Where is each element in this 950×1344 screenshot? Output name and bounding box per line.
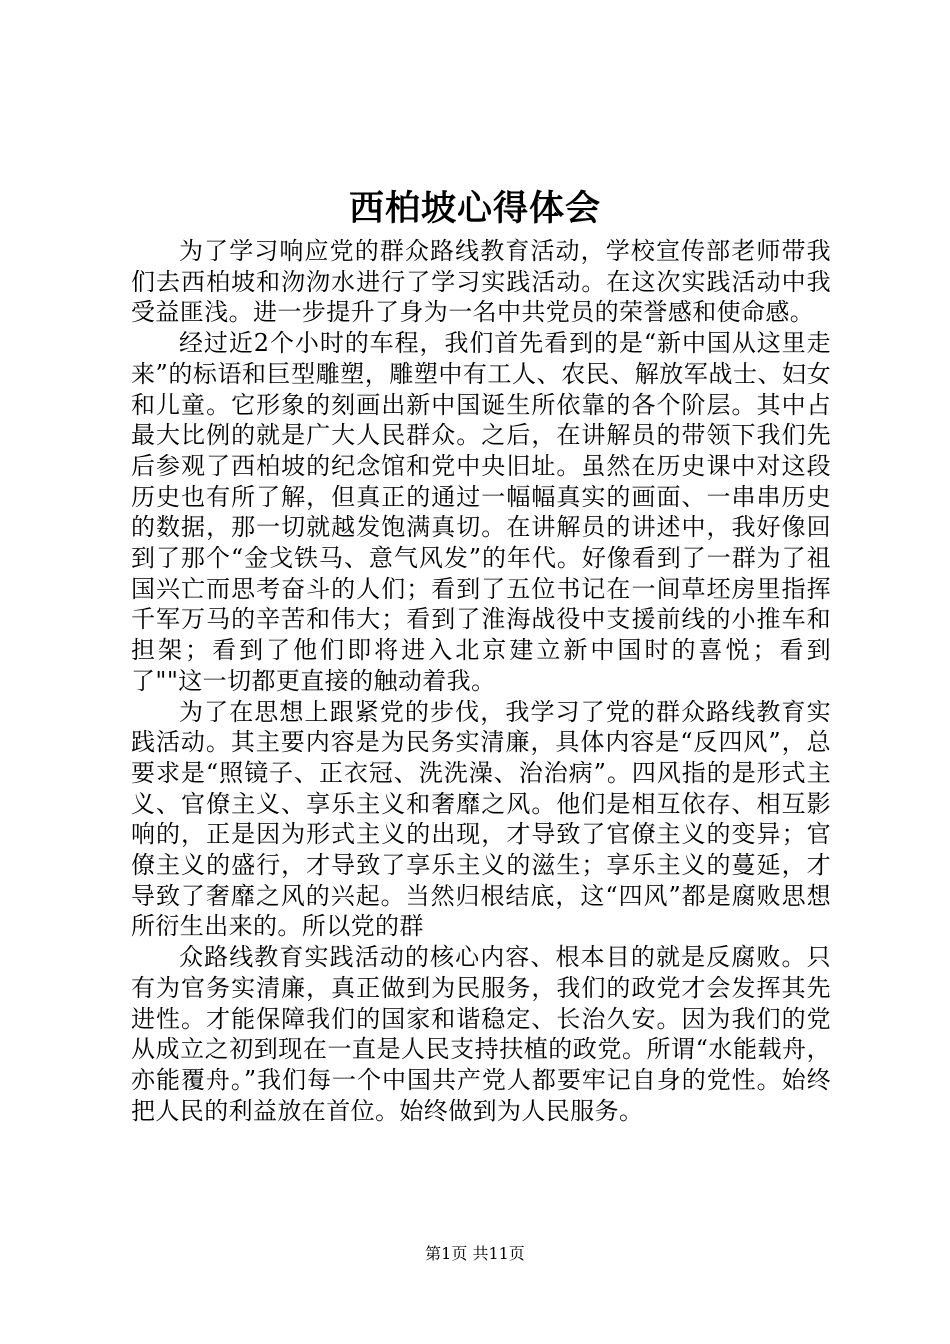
page-number-footer: 第1页 共11页	[425, 1244, 525, 1263]
page-title: 西柏坡心得体会	[348, 188, 601, 229]
paragraph: 为了在思想上跟紧党的步伐，我学习了党的群众路线教育实践活动。其主要内容是为民务实清廉，具体内容是“反四风”，总要求是“照镜子、正衣冠、洗洗澡、治治病”。四风指的是形式主义、官僚主义、享乐主义和奢靡之风。他们是相互依存、相互影响的，正是因为形式主义的出现，才导致了官僚主义的变异；官僚主义的盛行，才导致了享乐主义的滋生；享乐主义的蔓延，才导致了奢靡之风的兴起。当然归根结底，这“四风”都是腐败思想所衍生出来的。所以党的群	[131, 697, 831, 941]
paragraph: 众路线教育实践活动的核心内容、根本目的就是反腐败。只有为官务实清廉，真正做到为民服务，我们的政党才会发挥其先进性。才能保障我们的国家和谐稳定、长治久安。因为我们的党从成立之初到现在一直是人民支持扶植的政党。所谓“水能载舟，亦能覆舟。”我们每一个中国共产党人都要牢记自身的党性。始终把人民的利益放在首位。始终做到为人民服务。	[131, 943, 831, 1125]
document-body	[131, 236, 831, 1126]
paragraph: 经过近2个小时的车程，我们首先看到的是“新中国从这里走来”的标语和巨型雕塑，雕塑中有工人、农民、解放军战士、妇女和儿童。它形象的刻画出新中国诞生所依靠的各个阶层。其中占最大比例的就是广大人民群众。之后，在讲解员的带领下我们先后参观了西柏坡的纪念馆和党中央旧址。虽然在历史课中对这段历史也有所了解，但真正的通过一幅幅真实的画面、一串串历史的数据，那一切就越发饱满真切。在讲解员的讲述中，我好像回到了那个“金戈铁马、意气风发”的年代。好像看到了一群为了祖国兴亡而思考奋斗的人们；看到了五位书记在一间草坯房里指挥千军万马的辛苦和伟大；看到了淮海战役中支援前线的小推车和担架；看到了他们即将进入北京建立新中国时的喜悦；看到了""这一切都更直接的触动着我。	[131, 329, 831, 695]
paragraph: 为了学习响应党的群众路线教育活动，学校宣传部老师带我们去西柏坡和沕沕水进行了学习实践活动。在这次实践活动中我受益匪浅。进一步提升了身为一名中共党员的荣誉感和使命感。	[131, 237, 831, 327]
